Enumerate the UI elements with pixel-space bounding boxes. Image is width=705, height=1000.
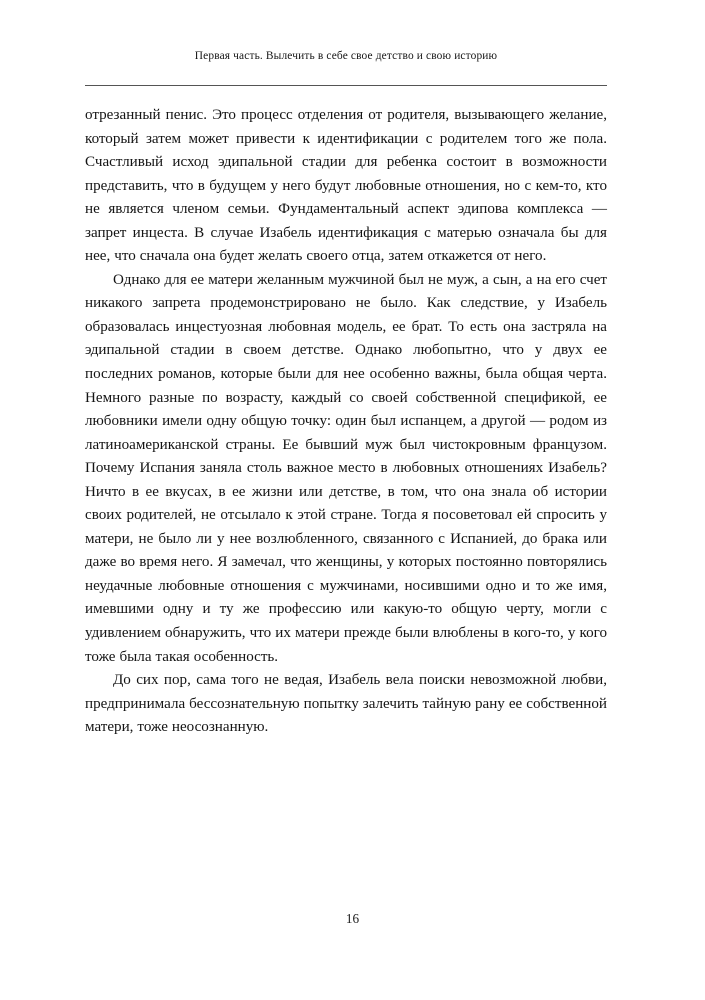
page-number: 16: [345, 911, 360, 926]
paragraph: отрезанный пенис. Это процесс отделения от родителя, вызывающего желание, который затем может привести к идентификации с родителем того же пола. Счастливый исход эдипальной стадии для ребенка состоит в возможности представить, что в будущем у него будут любовные отношения, но с кем-то, кто не является членом семьи. Фундаментальный аспект эдипова комплекса — запрет инцеста. В случае Изабель идентификация с матерью означала бы для нее, что сначала она будет желать своего отца, затем откажется от него.: [85, 107, 607, 265]
paragraph: Однако для ее матери желанным мужчиной был не муж, а сын, а на его счет никакого запрета продемонстрировано не было. Как следствие, у Изабель образовалась инцестуозная любовная модель, ее брат. То есть она застряла на эдипальной стадии в своем детстве. Однако любопытно, что у двух ее последних романов, которые были для нее особенно важны, была общая черта. Немного разные по возрасту, каждый со своей собственной спецификой, ее любовники имели одну общую точку: один был испанцем, а другой — родом из латиноамериканской страны. Ее бывший муж был чистокровным французом. Почему Испания заняла столь важное место в любовных отношениях Изабель? Ничто в ее вкусах, в ее жизни или детстве, в том, что она знала об истории своих родителей, не отсылало к этой стране. Тогда я посоветовал ей спросить у матери, не было ли у нее возлюбленного, связанного с Испанией, до брака или даже во время него. Я замечал, что женщины, у которых постоянно повторялись неудачные любовные отношения с мужчинами, носившими одно и то же имя, имевшими одну и ту же профессию или какую-то общую черту, могли с удивлением обнаружить, что их матери прежде были влюблены в кого-то, у кого тоже была такая особенность.: [85, 271, 607, 665]
paragraph: До сих пор, сама того не ведая, Изабель вела поиски невозможной любви, предпринимала бессознательную попытку залечить тайную рану ее собственной матери, тоже неосознанную.: [85, 672, 607, 736]
body-text-block: [85, 104, 607, 740]
header-divider-rule: [85, 85, 607, 86]
running-head: Первая часть. Вылечить в себе свое детство и свою историю: [194, 50, 498, 62]
